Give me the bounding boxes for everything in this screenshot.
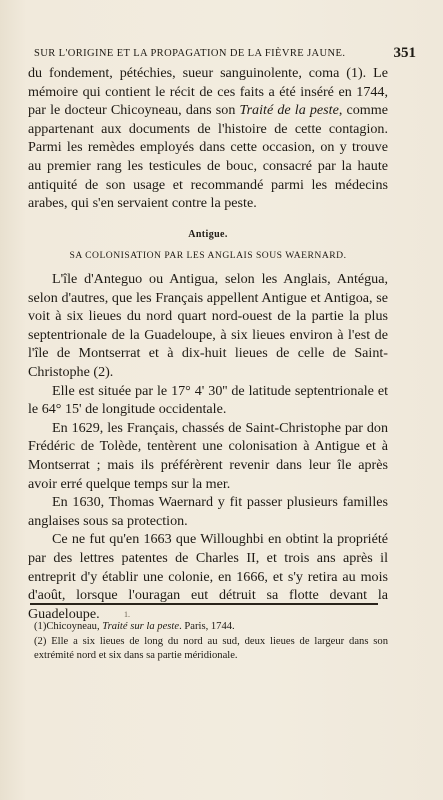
paragraph-intro-italic: Traité de la peste bbox=[239, 102, 339, 119]
footnote-rule bbox=[30, 603, 378, 605]
rule-mark: 1. bbox=[124, 610, 130, 619]
footnote-1-number: (1) bbox=[34, 621, 47, 632]
paragraph-latitude: Elle est située par le 17° 4' 30'' de latitude septentrionale et le 64° 15' de longitude occidentale. bbox=[28, 382, 388, 418]
footnotes bbox=[34, 620, 388, 664]
footnote-2-text: Elle a six lieues de long du nord au sud, deux lieues de largeur dans son extrémité nord et six dans sa partie méridionale. bbox=[34, 635, 388, 661]
section-title: Antigue. bbox=[188, 229, 228, 240]
paragraph-1629: En 1629, les Français, chassés de Saint-Christophe par don Frédéric de Tolède, tentèrent une colonisation à Antigue et à Montserrat ; mais ils préférèrent revenir dans leur île après avoir erré quelque temps sur la mer. bbox=[28, 419, 388, 492]
paragraph-intro-part-1: du fondement, pétéchies, sueur sanguinolente, coma (1). Le mémoire qui contient le récit de ces faits a été inséré en 1744, par le docteur Chicoyneau, dans son bbox=[28, 65, 388, 119]
running-title: SUR L'ORIGINE ET LA PROPAGATION DE LA FIÈVRE JAUNE. bbox=[34, 48, 346, 59]
paragraph-location: L'île d'Anteguo ou Antigua, selon les Anglais, Antégua, selon d'autres, que les Français appellent Antigue et Antigoa, se voit à six lieues du nord quart nord-ouest de la partie la plus septentrionale de la Guadeloupe, à six lieues environ à l'est de l'île de Montserrat et à dix-huit lieues de celle de Saint-Christophe (2). bbox=[28, 271, 388, 380]
paragraph-1663: Ce ne fut qu'en 1663 que Willoughbi en obtint la propriété par des lettres patentes de Charles II, et trois ans après il entreprit d'y établir une colonie, en 1666, et s'y retira au mois d'août, lorsque l'ouragan eut détruit sa flotte devant la Guadeloupe. bbox=[28, 531, 388, 622]
footnote-1 bbox=[34, 620, 388, 635]
main-paragraphs bbox=[28, 270, 388, 623]
footnote-1-text-1: Chicoyneau, bbox=[46, 621, 103, 632]
paragraph-intro-text bbox=[28, 64, 388, 213]
footnote-1-text-2: . Paris, 1744. bbox=[179, 621, 235, 632]
page-number: 351 bbox=[393, 45, 416, 61]
paragraph-intro bbox=[28, 64, 388, 213]
footnote-2-number: (2) bbox=[34, 635, 47, 647]
section-subtitle: SA COLONISATION PAR LES ANGLAIS SOUS WAERNARD. bbox=[69, 250, 347, 261]
paragraph-1630: En 1630, Thomas Waernard y fit passer plusieurs familles anglaises sous sa protection. bbox=[28, 494, 388, 529]
page-header bbox=[30, 46, 416, 62]
footnote-2 bbox=[34, 635, 388, 664]
paragraph-intro-part-2: , comme appartenant aux documents de l'histoire de cette contagion. Parmi les remèdes employés dans cette occasion, on y trouve au premier rang les testicules de bouc, consacré par la haute antiquité de son usage et recommandé parmi les médecins arabes, qui s'en servaient contre la peste. bbox=[28, 102, 388, 212]
footnote-1-italic: Traité sur la peste bbox=[102, 621, 180, 632]
